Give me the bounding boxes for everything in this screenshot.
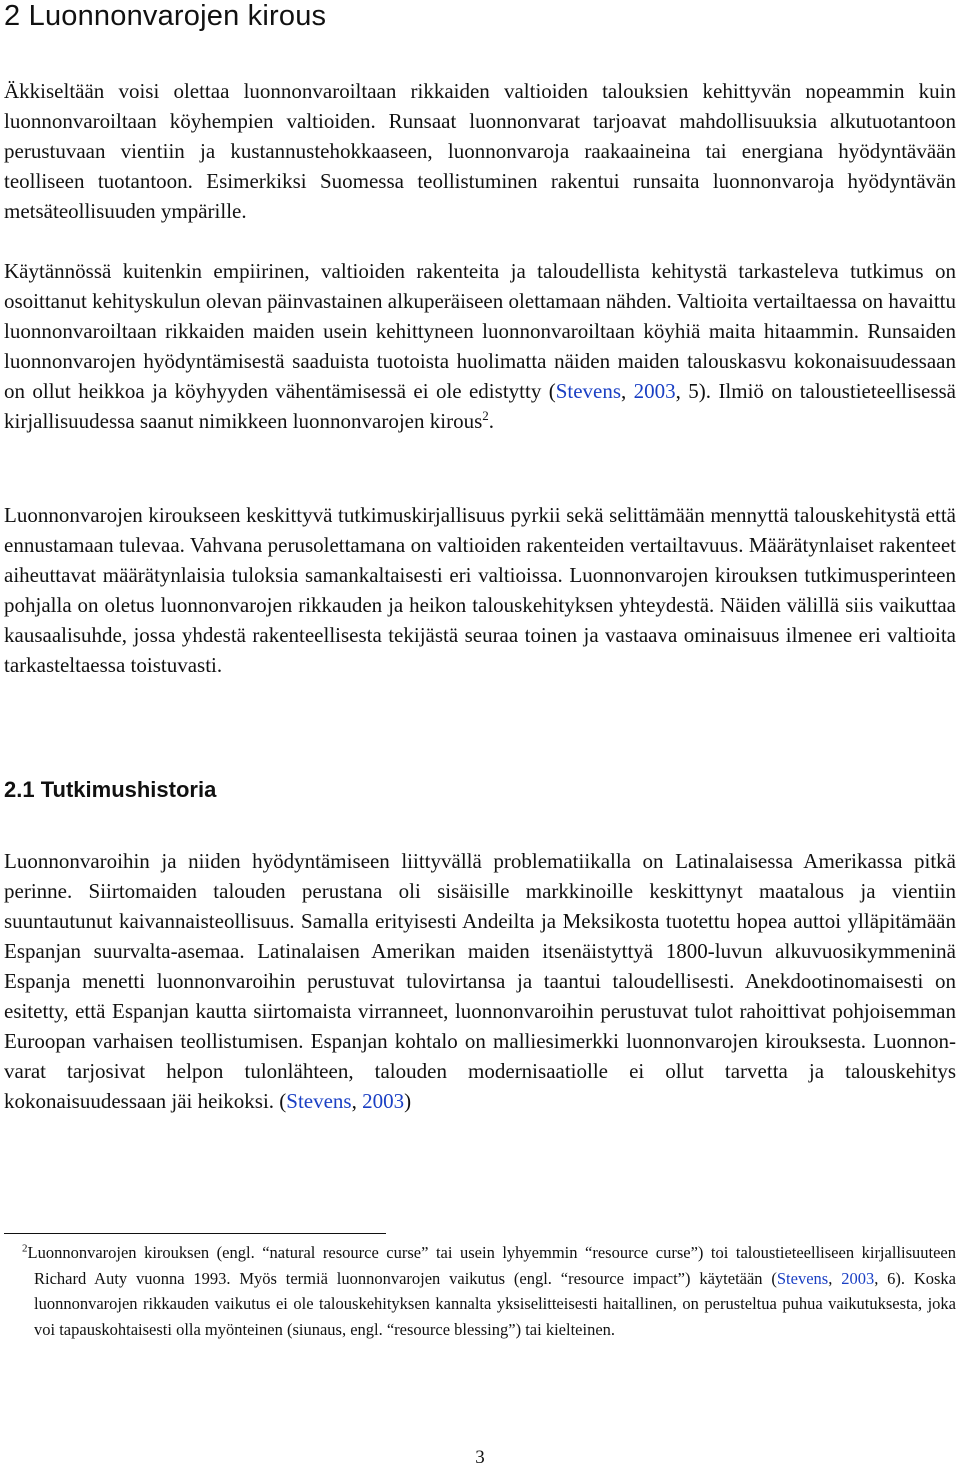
paragraph-2-end: . [488,409,494,433]
footnote [4,1240,956,1342]
footnote-divider [4,1233,386,1234]
citation-separator-2: , [351,1089,363,1113]
paragraph-3-text: Luonnonvarojen kiroukseen keskittyvä tutkimuskirjallisuus pyrkii sekä selittämään mennyttä talouskehitystä että ennustamaan tulevaa. Vahvana perusolettamana on valtioiden rakenteiden vertailtavuus. Määrätynlaiset rakenteet aiheuttavat määrätynlaisia tuloksia samankaltaisesti eri valtioissa. Luonnonvarojen kirouksen tutkimusperinteen pohjalla on oletus luonnonvarojen rikkauden ja heikon talouskehityksen yhteydestä. Näiden välillä siis vaikuttaa kausaalisuhde, jossa yhdestä rakenteellisesta tekijästä seuraa toinen ja vastaava ominaisuus ilmenee eri valtioita tarkasteltaessa toistuvasti. [4,503,956,677]
footnote-text: Luonnonvarojen kirouksen (engl. “natural resource curse” tai usein lyhyemmin “resource curse”) toi taloustieteelliseen kirjallisuuteen Richard Auty vuonna 1993. Myös termiä luonnonvarojen vaikutus (engl. “resource impact”) käytetään ( [27,1243,956,1288]
citation-year-link-2[interactable] [362,1089,404,1113]
paragraph-2-text-cont: , 5). Ilmiö on taloustieteellisessä kirjallisuudessa saanut nimikkeen luonnonvarojen kirous [4,379,957,433]
footnote-body [4,1240,956,1342]
subsection-heading [4,776,216,804]
footnote-citation-year: 2003 [841,1268,875,1288]
footnote-reference-number: 2 [482,408,489,423]
page-number: 3 [475,1447,485,1468]
subsection-title: Tutkimushistoria [40,777,217,802]
citation-year-link[interactable] [634,379,676,403]
footnote-citation-year-link[interactable] [841,1269,874,1288]
citation-year-2: 2003 [362,1089,405,1113]
citation-link[interactable] [556,379,621,403]
paragraph-1 [4,76,956,226]
citation-year: 2003 [633,379,676,403]
paragraph-4 [4,846,956,1116]
section-number: 2 [4,0,21,32]
footnote-citation-link[interactable] [777,1269,828,1288]
citation-author: Stevens [555,379,622,403]
paragraph-1-text: Äkkiseltään voisi olettaa luonnonvaroiltaan rikkaiden valtioiden talouksien kehittyvän nopeammin kuin luonnonvaroiltaan köyhempien valtioiden. Runsaat luonnonvarat tarjoavat mahdollisuuksia alkutuotantoon perustuvaan vientiin ja kustannustehokkaaseen, luonnonvaroja raakaaineina tai energiana hyödyntävään teolliseen tuotantoon. Esimerkiksi Suomessa teollistuminen rakentui runsaita luonnonvaroja hyödyntävän metsäteollisuuden ympärille. [4,79,956,223]
paragraph-4-end: ) [404,1089,412,1113]
subsection-number: 2.1 [4,777,35,802]
paragraph-2-text: Käytännössä kuitenkin empiirinen, valtioiden rakenteita ja taloudellista kehitystä tarkasteleva tutkimus on osoittanut kehityskulun olevan päinvastainen alkuperäiseen olettamaan nähden. Valtioita vertailtaessa on havaittu luonnonvaroiltaan rikkaiden maiden usein kehittyneen luonnonvaroiltaan köyhiä maita hitaammin. Runsaiden luonnonvarojen hyödyntämisestä saaduista tuotoista huolimatta näiden maiden talouskasvu kokonaisuudessaan on ollut heikkoa ja köyhyyden vähentämisessä ei ole edistytty ( [4,259,956,403]
citation-author-2: Stevens [286,1089,352,1113]
footnote-text-cont: , 6). Koska luonnonvarojen rikkauden vaikutus ei ole talouskehityksen kannalta yksiselitteisesti haitallinen, on perusteltua puhua vaikutuksesta, joka voi tapauskohtaisesti olla myönteinen (siunaus, engl. “resource blessing”) tai kielteinen. [34,1268,957,1339]
footnote-mark: 2 [22,1242,28,1255]
citation-separator: , [621,379,634,403]
footnote-citation-author: Stevens [776,1268,829,1288]
footnote-citation-separator: , [828,1268,842,1288]
section-title: Luonnonvarojen kirous [28,0,327,32]
section-heading [4,0,326,32]
paragraph-3 [4,500,956,680]
paragraph-2 [4,256,956,436]
paragraph-4-text: Luonnonvaroihin ja niiden hyödyntämiseen liittyvällä problematiikalla on Latinalaisessa Amerikassa pitkä perinne. Siirtomaiden talouden perustana oli sisäisille markkinoille keskittynyt maatalous ja vientiin suuntautunut kaivannaisteollisuus. Samalla erityisesti Andeilta ja Meksikosta tuotettu hopea auttoi ylläpitämään Espanjan suurvalta-asemaa. Latinalaisen Amerikan maiden itsenäistyttyä 1800-luvun alkuvuosikymmeninä Espanja menetti luonnonvaroihin perustuvat tulovirtansa ja taantui taloudellisesti. Anekdootinomaisesti on esitetty, että Espanjan kautta siirtomaista virranneet, luonnonvaroihin perustuvat tulot rahoittivat pohjoisemman Euroopan varhaisen teollistumisen. Espanjan kohtalo on malliesimerkki luonnonvarojen kirouksesta. Luonnonvarat tarjosivat helpon tulonlähteen, talouden modernisaatiolle ei ollut tarvetta ja talouskehitys kokonaisuudessaan jäi heikoksi. ( [4,849,956,1113]
citation-link-2[interactable] [286,1089,351,1113]
